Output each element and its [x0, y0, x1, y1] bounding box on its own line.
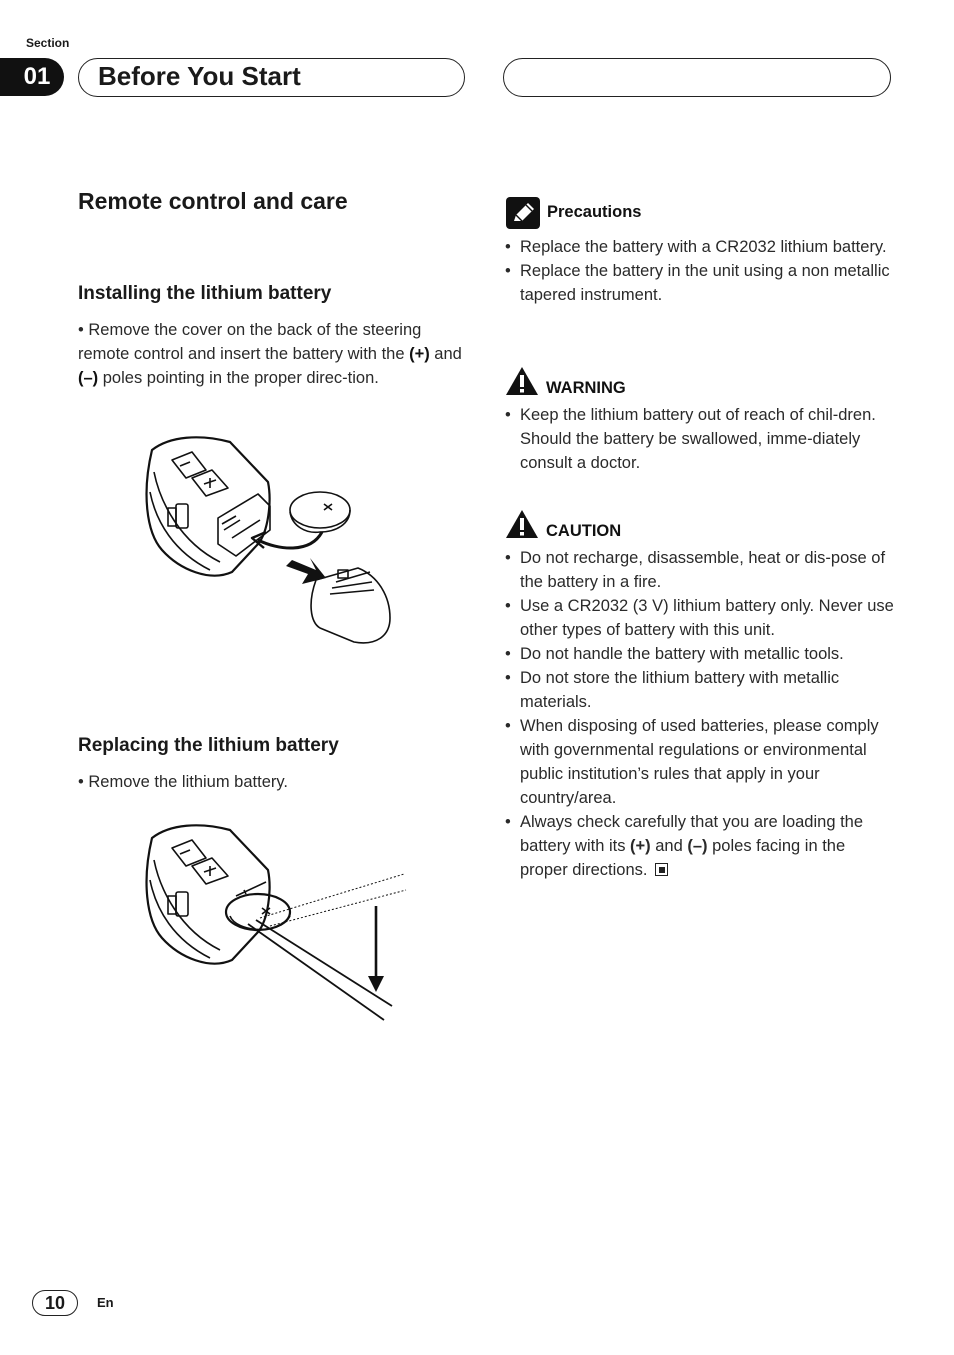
list-item: • Replace the battery with a CR2032 lithium battery.: [505, 235, 895, 259]
precautions-list: [505, 235, 895, 307]
section-number-badge: 01: [0, 58, 64, 96]
replace-battery-text: • Remove the lithium battery.: [78, 773, 288, 791]
caution-heading: CAUTION: [546, 522, 622, 540]
language-code: En: [97, 1295, 114, 1310]
replace-battery-heading: Replacing the lithium battery: [78, 735, 339, 756]
header-right-frame: [503, 58, 891, 97]
caution-list: [505, 546, 895, 882]
list-item: • Do not recharge, disassemble, heat or dis-pose of the battery in a fire.: [505, 546, 895, 594]
list-item: • Always check carefully that you are loading the battery with its (+) and (–) poles facing in the proper directions.: [505, 810, 895, 882]
pencil-note-icon: [506, 197, 540, 229]
exclamation-triangle-icon: [505, 366, 539, 396]
remote-control-heading: Remote control and care: [78, 188, 348, 214]
page-title: Before You Start: [98, 61, 301, 91]
warning-heading: WARNING: [546, 379, 626, 397]
replace-battery-illustration: [140, 820, 415, 1025]
list-item: • Do not handle the battery with metallic tools.: [505, 642, 895, 666]
list-item: • Replace the battery in the unit using a non metallic tapered instrument.: [505, 259, 895, 307]
install-battery-heading: Installing the lithium battery: [78, 283, 332, 304]
end-of-section-icon: [655, 863, 668, 876]
list-item: • Do not store the lithium battery with metallic materials.: [505, 666, 895, 714]
section-label: Section: [26, 36, 70, 50]
warning-list: [505, 403, 895, 475]
install-battery-illustration: [140, 432, 400, 652]
page-number: 10: [32, 1290, 78, 1316]
list-item: • Use a CR2032 (3 V) lithium battery only. Never use other types of battery with this unit.: [505, 594, 895, 642]
exclamation-triangle-icon: [505, 509, 539, 539]
list-item: • When disposing of used batteries, please comply with governmental regulations or environmental public institution’s rules that apply in your country/area.: [505, 714, 895, 810]
precautions-heading: Precautions: [547, 203, 642, 221]
install-battery-text: • Remove the cover on the back of the steering remote control and insert the battery with the (+) and (–) poles pointing in the proper direc-tion.: [78, 321, 462, 387]
list-item: • Keep the lithium battery out of reach of chil-dren. Should the battery be swallowed, imme-diately consult a doctor.: [505, 403, 895, 475]
